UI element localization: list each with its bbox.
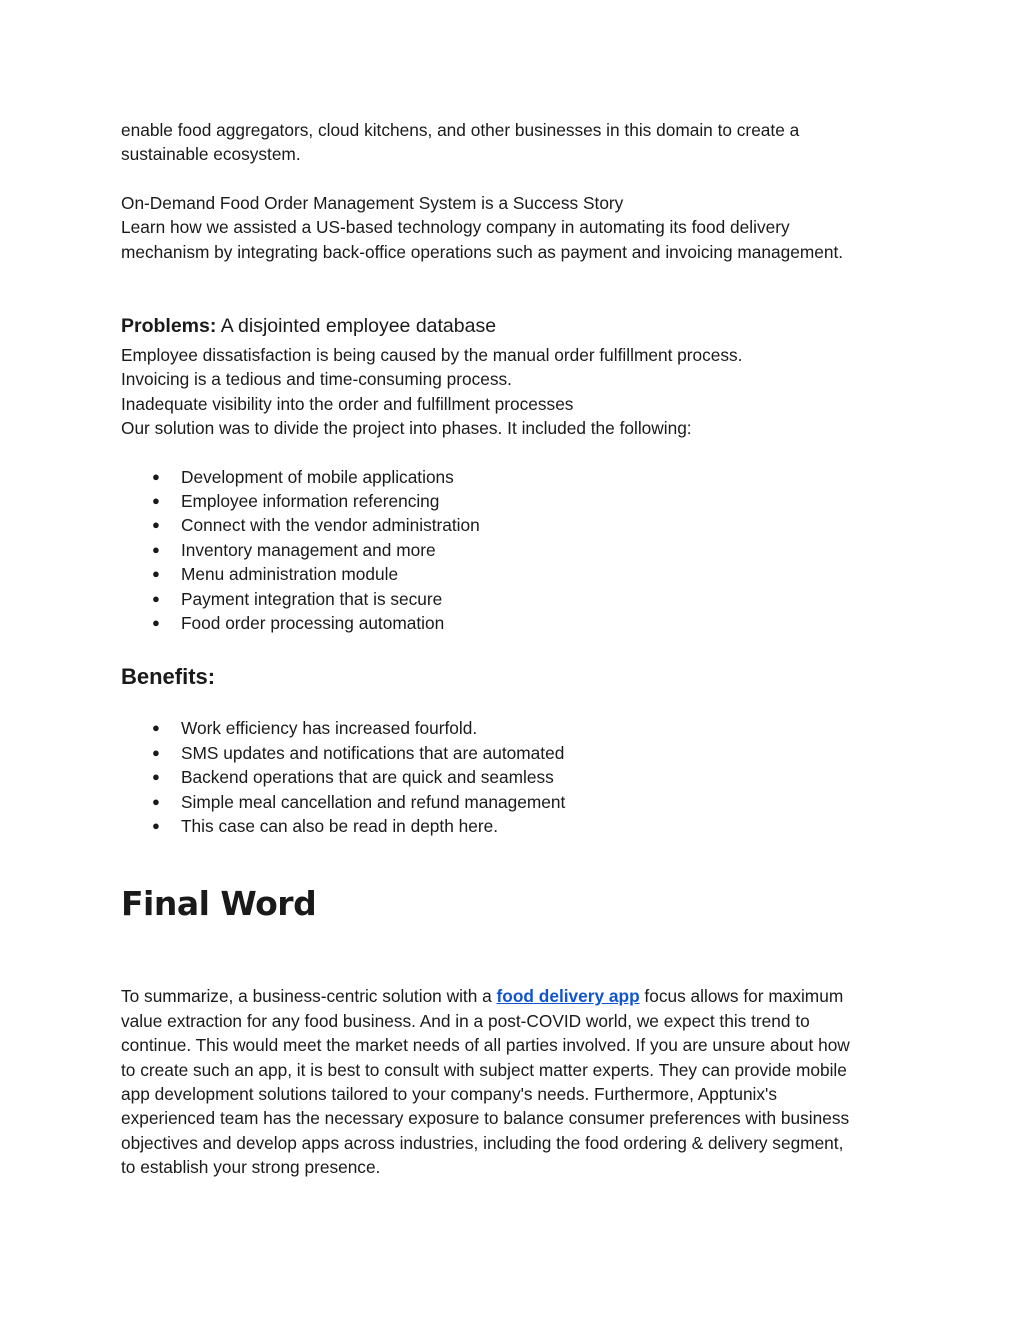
list-item: ● Inventory management and more — [121, 538, 911, 562]
intro-line: enable food aggregators, cloud kitchens, and other businesses in this domain to create a — [121, 120, 800, 140]
summary-line: continue. This would meet the market needs of all parties involved. If you are unsure about how — [121, 1035, 850, 1056]
success-story-title: On-Demand Food Order Management System is a Success Story — [121, 192, 624, 213]
summary-line: app development solutions tailored to your company's needs. Furthermore, Apptunix's — [121, 1083, 777, 1104]
success-story-line: Learn how we assisted a US-based technology company in automating its food delivery — [121, 217, 790, 238]
food-delivery-app-link[interactable]: food delivery app — [496, 986, 640, 1007]
list-item: ● Menu administration module — [121, 562, 911, 586]
list-item: ● Food order processing automation — [121, 611, 911, 635]
list-item: ● This case can also be read in depth here. — [121, 814, 911, 838]
problems-heading — [121, 311, 911, 341]
summary-text: To summarize, a business-centric solution with a — [121, 986, 497, 1007]
summary-line: to establish your strong presence. — [121, 1157, 381, 1178]
list-item: ● Backend operations that are quick and seamless — [121, 765, 911, 789]
summary-paragraph — [121, 984, 911, 1179]
problems-line: Invoicing is a tedious and time-consuming process. — [121, 369, 512, 390]
problems-heading-text: A disjointed employee database — [216, 315, 497, 338]
intro-paragraph — [121, 118, 911, 167]
summary-text: focus allows for maximum — [639, 986, 844, 1007]
list-item: ● Payment integration that is secure — [121, 587, 911, 611]
list-item: ● SMS updates and notifications that are automated — [121, 741, 911, 765]
problems-line: Employee dissatisfaction is being caused by the manual order fulfillment process. — [121, 345, 743, 366]
summary-line: to create such an app, it is best to consult with subject matter experts. They can provide mobile — [121, 1059, 847, 1080]
problems-line: Our solution was to divide the project into phases. It included the following: — [121, 418, 692, 439]
benefits-heading: Benefits: — [121, 664, 216, 690]
benefits-list — [121, 716, 911, 838]
intro-line: sustainable ecosystem. — [121, 144, 301, 165]
solution-list — [121, 465, 911, 636]
summary-first-line — [121, 984, 911, 1008]
problems-paragraph — [121, 343, 911, 441]
list-item: ● Development of mobile applications — [121, 465, 911, 489]
problems-line: Inadequate visibility into the order and fulfillment processes — [121, 393, 574, 414]
list-item: ● Simple meal cancellation and refund management — [121, 790, 911, 814]
list-item: ● Connect with the vendor administration — [121, 513, 911, 537]
problems-label: Problems: — [121, 315, 217, 338]
list-item: ● Employee information referencing — [121, 489, 911, 513]
success-story-paragraph — [121, 191, 911, 264]
summary-line: experienced team has the necessary exposure to balance consumer preferences with business — [121, 1108, 850, 1129]
list-item: ● Work efficiency has increased fourfold. — [121, 716, 911, 740]
final-word-heading: Final Word — [121, 884, 317, 924]
summary-line: objectives and develop apps across industries, including the food ordering & delivery segment, — [121, 1132, 844, 1153]
summary-line: value extraction for any food business. And in a post-COVID world, we expect this trend to — [121, 1010, 810, 1031]
success-story-line: mechanism by integrating back-office operations such as payment and invoicing management. — [121, 241, 844, 262]
document-page — [121, 118, 911, 1180]
